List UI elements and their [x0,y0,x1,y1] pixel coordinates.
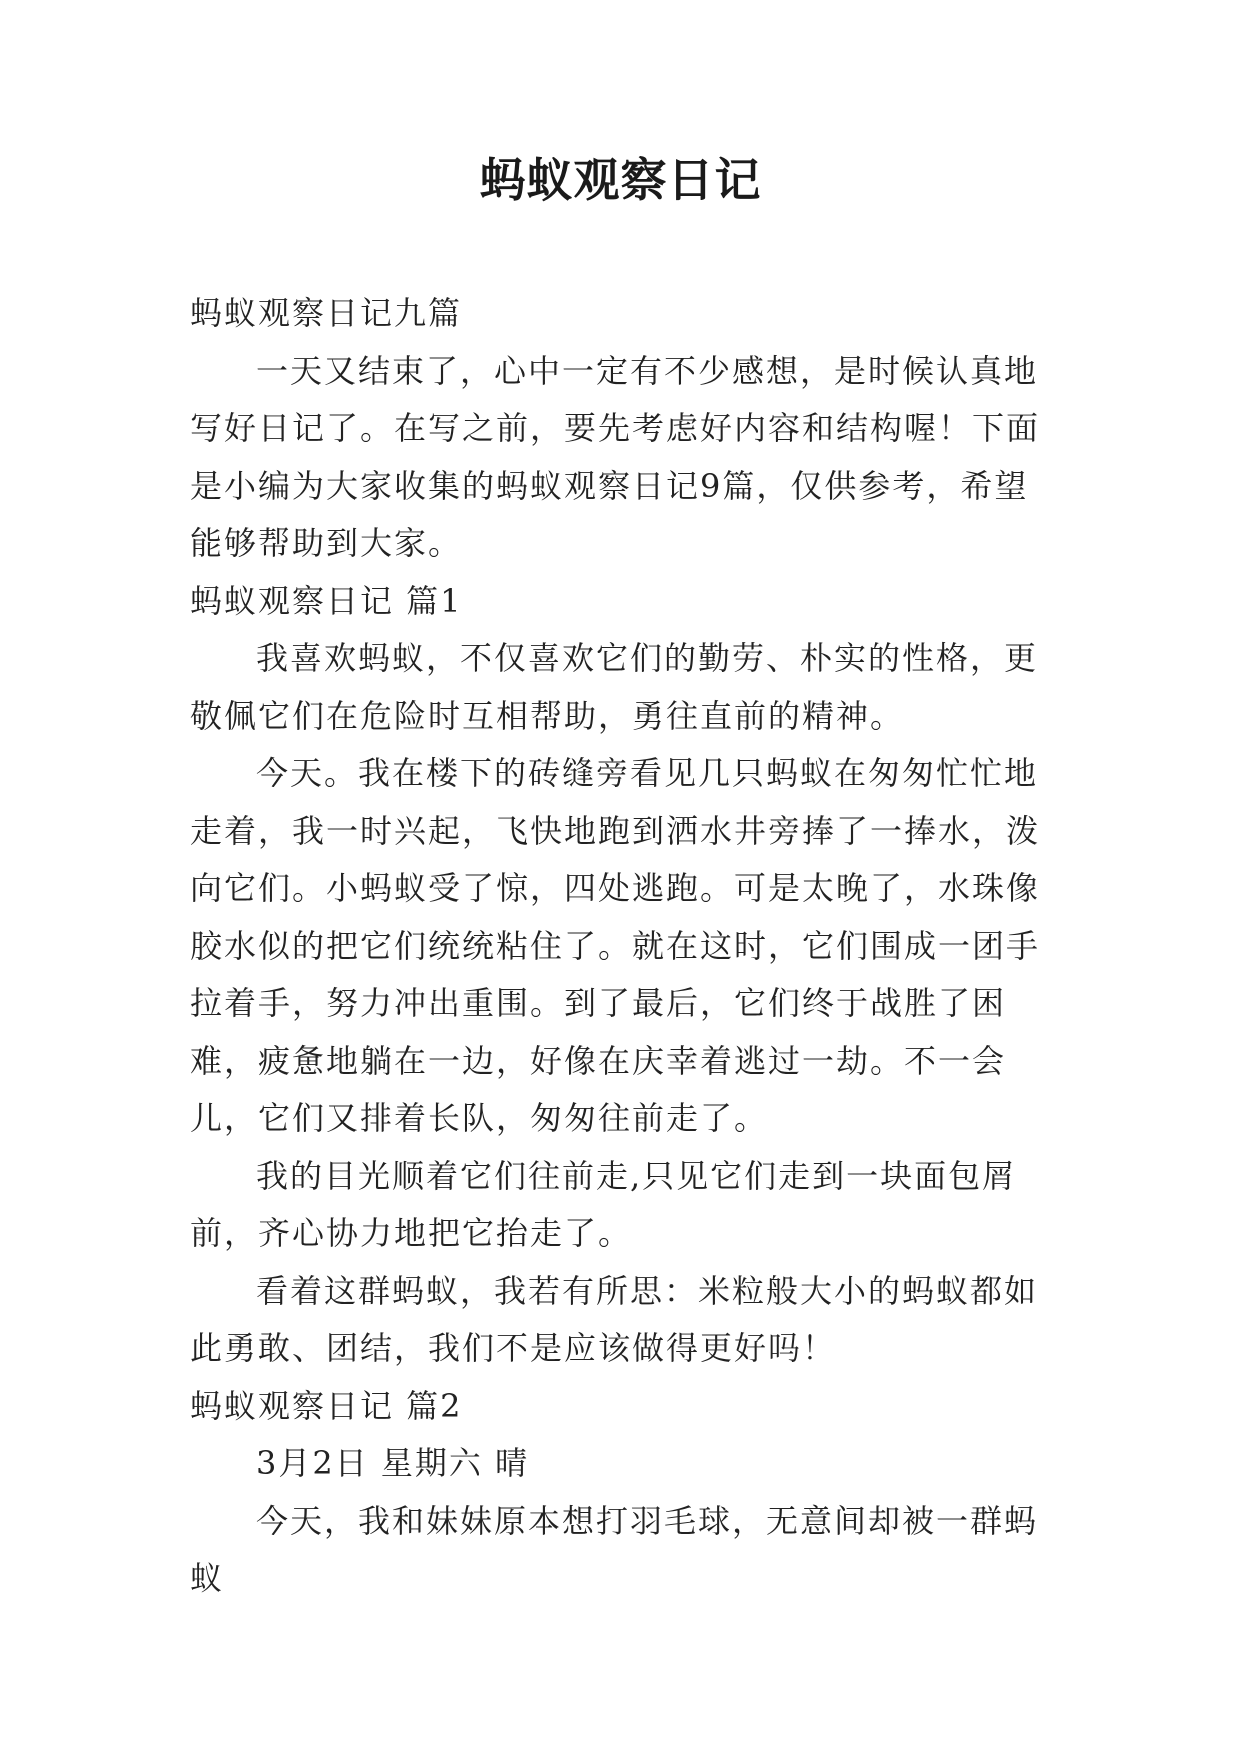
paragraph: 我喜欢蚂蚁，不仅喜欢它们的勤劳、朴实的性格，更敬佩它们在危险时互相帮助，勇往直前的精神。 [190,639,1039,735]
section-heading: 蚂蚁观察日记 篇1 [190,581,463,620]
paragraph: 今天，我和妹妹原本想打羽毛球，无意间却被一群蚂蚁 [190,1501,1039,1597]
paragraph: 一天又结束了，心中一定有不少感想，是时候认真地写好日记了。在写之前，要先考虑好内容和结构喔！下面是小编为大家收集的蚂蚁观察日记9篇，仅供参考，希望能够帮助到大家。 [190,351,1041,562]
section-heading: 蚂蚁观察日记九篇 [190,294,463,332]
paragraph: 今天。我在楼下的砖缝旁看见几只蚂蚁在匆匆忙忙地走着，我一时兴起，飞快地跑到洒水井旁捧了一捧水，泼向它们。小蚂蚁受了惊，四处逃跑。可是太晚了，水珠像胶水似的把它们统统粘住了。就在这时，它们围成一团手拉着手，努力冲出重围。到了最后，它们终于战胜了困难，疲惫地躺在一边，好像在庆幸着逃过一劫。不一会儿，它们又排着长队，匆匆往前走了。 [190,754,1041,1137]
paragraph-date-line: 3月2日 星期六 晴 [256,1444,530,1482]
document-body [190,285,1054,1608]
section-heading: 蚂蚁观察日记 篇2 [190,1386,463,1425]
paragraph: 看着这群蚂蚁，我若有所思：米粒般大小的蚂蚁都如此勇敢、团结，我们不是应该做得更好吗！ [190,1271,1039,1367]
paragraph: 我的目光顺着它们往前走,只见它们走到一块面包屑前，齐心协力地把它抬走了。 [190,1156,1017,1252]
page-title: 蚂蚁观察日记 [479,153,762,207]
